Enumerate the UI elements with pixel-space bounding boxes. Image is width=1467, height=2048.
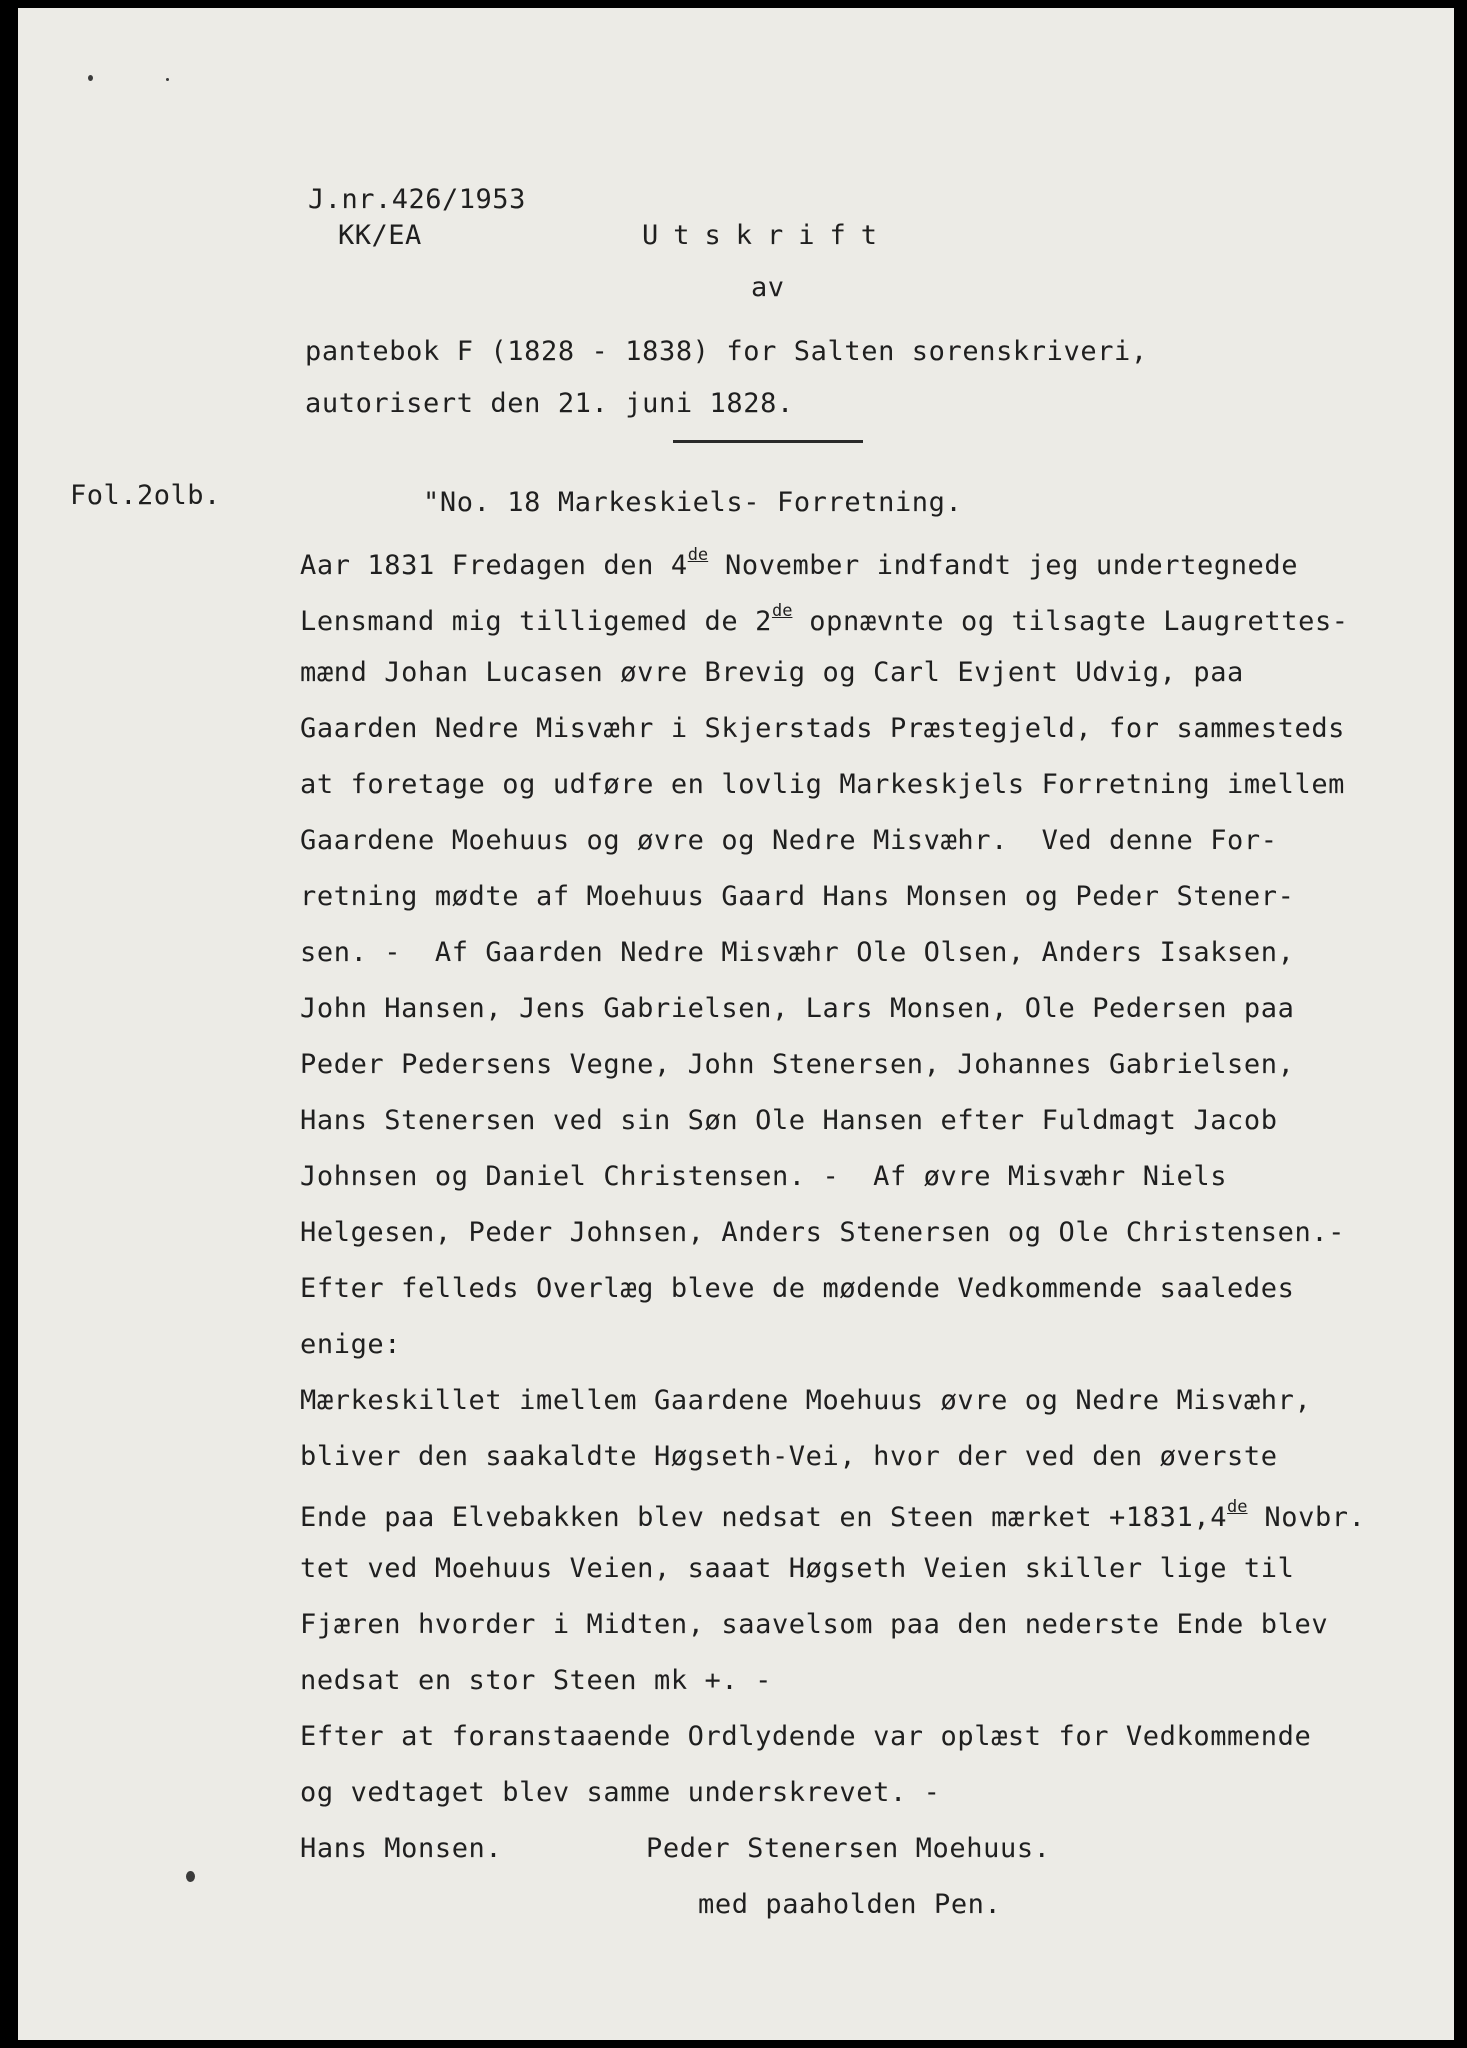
body-line: John Hansen, Jens Gabrielsen, Lars Monsen, Ole Pedersen paa xyxy=(300,993,1295,1024)
body-line: Hans Stenersen ved sin Søn Ole Hansen efter Fuldmagt Jacob xyxy=(300,1105,1278,1136)
title-av: av xyxy=(751,272,785,303)
clerk-initials: KK/EA xyxy=(338,220,422,251)
source-line-1: pantebok F (1828 - 1838) for Salten sorenskriveri, xyxy=(305,336,1148,367)
folio-reference: Fol.2olb. xyxy=(70,480,221,511)
document-page xyxy=(18,8,1454,2040)
signature-hans-monsen: Hans Monsen. xyxy=(300,1833,503,1864)
body-line: Fjæren hvorder i Midten, saavelsom paa den nederste Ende blev xyxy=(300,1609,1329,1640)
source-line-2: autorisert den 21. juni 1828. xyxy=(305,388,794,419)
body-line: Peder Pedersens Vegne, John Stenersen, Johannes Gabrielsen, xyxy=(300,1049,1295,1080)
body-line: Lensmand mig tilligemed de 2de opnævnte og tilsagte Laugrettes- xyxy=(300,601,1349,637)
body-line: Gaardene Moehuus og øvre og Nedre Misvæhr. Ved denne For- xyxy=(300,825,1278,856)
signature-peder-stenersen: Peder Stenersen Moehuus. xyxy=(646,1833,1051,1864)
document-title: Utskrift xyxy=(642,220,893,251)
body-line: Mærkeskillet imellem Gaardene Moehuus øvre og Nedre Misvæhr, xyxy=(300,1385,1312,1416)
body-line: Efter felleds Overlæg bleve de mødende Vedkommende saaledes xyxy=(300,1273,1295,1304)
speck-mark xyxy=(166,78,169,81)
speck-mark xyxy=(88,75,93,81)
body-line: Ende paa Elvebakken blev nedsat en Steen mærket +1831,4de Novbr. xyxy=(300,1497,1366,1533)
body-line: retning mødte af Moehuus Gaard Hans Monsen og Peder Stener- xyxy=(300,881,1295,912)
body-line: Helgesen, Peder Johnsen, Anders Stenersen og Ole Christensen.- xyxy=(300,1217,1346,1248)
body-line: sen. - Af Gaarden Nedre Misvæhr Ole Olsen, Anders Isaksen, xyxy=(300,937,1295,968)
body-line: Efter at foranstaaende Ordlydende var oplæst for Vedkommende xyxy=(300,1721,1312,1752)
body-line: Aar 1831 Fredagen den 4de November indfandt jeg undertegnede xyxy=(300,545,1299,581)
body-line: at foretage og udføre en lovlig Markeskjels Forretning imellem xyxy=(300,769,1346,800)
body-line: og vedtaget blev samme underskrevet. - xyxy=(300,1777,941,1808)
signature-note: med paaholden Pen. xyxy=(698,1889,1002,1920)
body-line: nedsat en stor Steen mk +. - xyxy=(300,1665,772,1696)
body-line: Johnsen og Daniel Christensen. - Af øvre Misvæhr Niels xyxy=(300,1161,1228,1192)
divider-rule xyxy=(673,440,863,443)
journal-number: J.nr.426/1953 xyxy=(308,184,526,215)
speck-mark xyxy=(186,1871,195,1882)
body-line: enige: xyxy=(300,1329,402,1360)
body-line: mænd Johan Lucasen øvre Brevig og Carl Evjent Udvig, paa xyxy=(300,657,1244,688)
body-line: tet ved Moehuus Veien, saaat Høgseth Veien skiller lige til xyxy=(300,1553,1295,1584)
body-line: bliver den saakaldte Høgseth-Vei, hvor der ved den øverste xyxy=(300,1441,1278,1472)
body-heading: "No. 18 Markeskiels- Forretning. xyxy=(423,487,963,518)
body-line: Gaarden Nedre Misvæhr i Skjerstads Præstegjeld, for sammesteds xyxy=(300,713,1346,744)
